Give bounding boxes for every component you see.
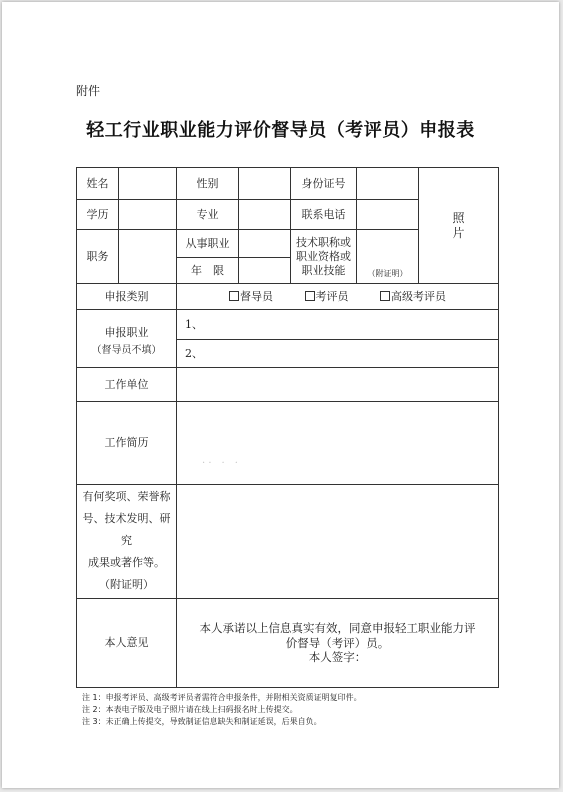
awards-line-2: 号、技术发明、研究: [82, 512, 171, 548]
statement-line-1: 本人承诺以上信息真实有效，同意申报轻工职业能力评: [199, 621, 476, 636]
footnote-2: 注 2：本表电子版及电子照片请在线上扫码报名时上传提交。: [82, 705, 298, 714]
occupation-value[interactable]: [239, 230, 291, 258]
major-label: 专业: [177, 200, 239, 230]
awards-label: [77, 484, 177, 598]
gender-value[interactable]: [239, 168, 291, 200]
title-qual-label: [291, 230, 357, 284]
title-qual-line-1: 技术职称或: [296, 236, 351, 250]
row-occupation-apply-1: [77, 310, 499, 340]
row-workplace: [77, 368, 499, 402]
gender-label: 性别: [177, 168, 239, 200]
occupation-apply-title: 申报职业: [104, 325, 149, 339]
years-value[interactable]: [239, 258, 291, 284]
checkbox-assessor[interactable]: [305, 291, 315, 301]
photo-label-2: 片: [452, 225, 465, 240]
document-page: [2, 2, 559, 788]
checkbox-senior-assessor[interactable]: [380, 291, 390, 301]
awards-line-1: 有何奖项、荣誉称: [82, 490, 171, 504]
awards-line-3: 成果或著作等。: [88, 556, 165, 570]
footnotes: [82, 692, 362, 728]
title-qual-proof-note: （附证明）: [367, 269, 408, 279]
statement-line-2: 价督导（考评）员。: [285, 635, 390, 650]
name-label: 姓名: [77, 168, 119, 200]
major-value[interactable]: [239, 200, 291, 230]
phone-value[interactable]: [357, 200, 419, 230]
years-label: 年 限: [177, 258, 239, 284]
awards-proof-note: （附证明）: [99, 578, 154, 592]
option-senior-assessor[interactable]: [380, 290, 446, 303]
education-value[interactable]: [119, 200, 177, 230]
row-opinion: [77, 598, 499, 687]
resume-label: 工作简历: [77, 402, 177, 484]
id-label: 身份证号: [291, 168, 357, 200]
attachment-label: 附件: [76, 84, 101, 98]
footnote-1: 注 1：申报考评员、高级考评员者需符合申报条件，并附相关资质证明复印件。: [82, 693, 362, 702]
id-value[interactable]: [357, 168, 419, 200]
phone-label: 联系电话: [291, 200, 357, 230]
photo-box[interactable]: [419, 168, 499, 284]
option-supervisor-label: 督导员: [240, 289, 273, 303]
awards-value[interactable]: [177, 484, 499, 598]
title-qual-value[interactable]: [357, 230, 419, 284]
occupation-apply-label: [77, 310, 177, 368]
resume-value[interactable]: [177, 402, 499, 484]
education-label: 学历: [77, 200, 119, 230]
row-awards: [77, 484, 499, 598]
position-value[interactable]: [119, 230, 177, 284]
option-assessor[interactable]: [305, 290, 349, 303]
footnote-3: 注 3：未正确上传提交，导致制证信息缺失和制证延误，后果自负。: [82, 717, 322, 726]
row-name: [77, 168, 499, 200]
row-category: [77, 284, 499, 310]
position-label: 职务: [77, 230, 119, 284]
category-label: 申报类别: [77, 284, 177, 310]
option-supervisor[interactable]: [229, 290, 273, 303]
workplace-value[interactable]: [177, 368, 499, 402]
opinion-label: 本人意见: [77, 598, 177, 687]
signature-label: 本人签字：: [308, 650, 367, 665]
checkbox-supervisor[interactable]: [229, 291, 239, 301]
option-senior-assessor-label: 高级考评员: [391, 289, 446, 303]
occupation-label: 从事职业: [177, 230, 239, 258]
workplace-label: 工作单位: [77, 368, 177, 402]
option-assessor-label: 考评员: [315, 289, 349, 303]
form-title: 轻工行业职业能力评价督导员（考评员）申报表: [86, 120, 475, 141]
opinion-statement[interactable]: [177, 598, 499, 687]
row-resume: [77, 402, 499, 484]
category-options: [177, 284, 499, 310]
application-form: [76, 167, 499, 688]
name-value[interactable]: [119, 168, 177, 200]
occupation-apply-line-1[interactable]: 1、: [177, 310, 499, 340]
title-qual-line-3: 职业技能: [301, 263, 346, 277]
occupation-apply-line-2[interactable]: 2、: [177, 340, 499, 368]
photo-label-1: 照: [452, 210, 465, 225]
title-qual-line-2: 职业资格或: [296, 249, 351, 263]
occupation-apply-note: （督导员不填）: [91, 344, 162, 356]
scan-smudge: · · · ·: [202, 458, 238, 469]
